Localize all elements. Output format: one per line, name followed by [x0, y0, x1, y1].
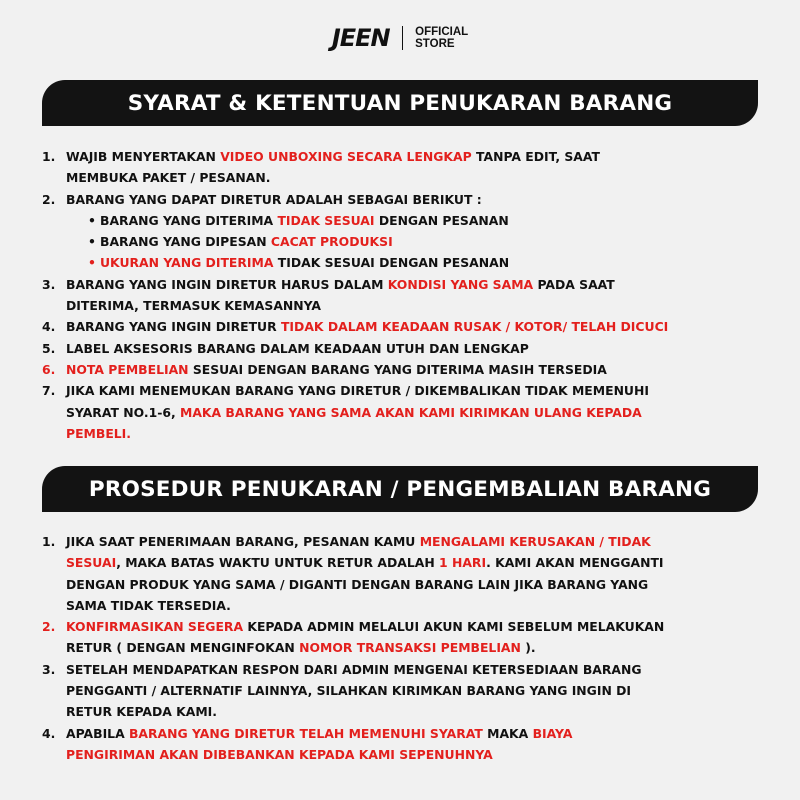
- bullet-icon: •: [88, 255, 96, 271]
- official-store-label: [415, 26, 468, 50]
- item-text: PADA SAAT: [533, 276, 615, 292]
- item-highlight: NOMOR TRANSAKSI PEMBELIAN: [299, 640, 521, 656]
- item-text: BARANG YANG DITERIMA: [100, 212, 278, 228]
- item-highlight: KONFIRMASIKAN SEGERA: [66, 619, 244, 635]
- item-text: SAMA TIDAK TERSEDIA.: [66, 597, 231, 613]
- list-item: [42, 616, 772, 659]
- item-text: BARANG YANG INGIN DIRETUR HARUS DALAM: [66, 276, 388, 292]
- item-highlight: MENGALAMI KERUSAKAN / TIDAK: [419, 534, 651, 549]
- bullet-item: [88, 231, 772, 252]
- item-highlight: MAKA BARANG YANG SAMA AKAN KAMI KIRIMKAN ULANG KEPADA: [179, 404, 642, 420]
- item-number: 3.: [42, 661, 56, 677]
- item-highlight: TIDAK DALAM KEADAAN RUSAK / KOTOR/ TELAH DICUCI: [280, 319, 669, 335]
- store-line-2: STORE: [415, 38, 455, 50]
- item-text: RETUR KEPADA KAMI.: [66, 704, 217, 720]
- header-divider: [402, 26, 404, 50]
- item-text: BARANG YANG DIPESAN: [100, 234, 271, 250]
- item-number: 1.: [42, 534, 56, 549]
- item-text: MEMBUKA PAKET / PESANAN.: [66, 170, 271, 186]
- bullet-list: [66, 210, 772, 274]
- item-text: RETUR ( DENGAN MENGINFOKAN: [66, 640, 300, 656]
- item-text: , MAKA BATAS WAKTU UNTUK RETUR ADALAH: [116, 555, 440, 571]
- item-highlight: BARANG YANG DIRETUR TELAH MEMENUHI SYARAT: [128, 725, 483, 741]
- item-number: 4.: [42, 725, 56, 741]
- item-highlight: TIDAK SESUAI: [277, 212, 375, 228]
- item-number: 7.: [42, 383, 56, 399]
- list-item: [42, 316, 772, 337]
- item-text: BARANG YANG DAPAT DIRETUR ADALAH SEBAGAI BERIKUT :: [66, 191, 482, 207]
- item-text: TIDAK SESUAI DENGAN PESANAN: [273, 255, 510, 271]
- bullet-item: [88, 210, 772, 231]
- bullet-icon: •: [88, 212, 96, 228]
- list-item: [42, 359, 772, 380]
- item-text: KEPADA ADMIN MELALUI AKUN KAMI SEBELUM MELAKUKAN: [243, 619, 665, 635]
- item-text: APABILA: [66, 725, 129, 741]
- list-item: [42, 531, 772, 616]
- brand-header: [0, 24, 800, 52]
- item-highlight: VIDEO UNBOXING SECARA LENGKAP: [220, 149, 472, 164]
- item-number: 1.: [42, 149, 56, 164]
- item-number: 3.: [42, 276, 56, 292]
- list-item: [42, 274, 772, 317]
- item-text: . KAMI AKAN MENGGANTI: [486, 555, 664, 571]
- item-number: 5.: [42, 340, 56, 356]
- item-number: 4.: [42, 319, 56, 335]
- item-text: ).: [520, 640, 536, 656]
- item-highlight: NOTA PEMBELIAN: [66, 361, 189, 377]
- store-line-1: OFFICIAL: [415, 26, 469, 38]
- list-item: [42, 146, 772, 189]
- item-text: DENGAN PESANAN: [374, 212, 509, 228]
- item-highlight: SESUAI: [66, 555, 117, 571]
- item-text: MAKA: [482, 725, 533, 741]
- item-number: 2.: [42, 191, 56, 207]
- item-highlight: PEMBELI.: [66, 425, 131, 441]
- item-text: DENGAN PRODUK YANG SAMA / DIGANTI DENGAN BARANG LAIN JIKA BARANG YANG: [66, 576, 649, 592]
- item-number: 2.: [42, 619, 56, 635]
- terms-list: [42, 146, 772, 444]
- section1-title-banner: SYARAT & KETENTUAN PENUKARAN BARANG: [42, 80, 758, 126]
- item-highlight: PENGIRIMAN AKAN DIBEBANKAN KEPADA KAMI SEPENUHNYA: [66, 746, 493, 762]
- item-number: 6.: [42, 361, 56, 377]
- item-text: BARANG YANG INGIN DIRETUR: [66, 319, 281, 335]
- brand-logo: JEEN: [331, 24, 390, 52]
- item-text: SYARAT NO.1-6,: [66, 404, 180, 420]
- section2-title-banner: PROSEDUR PENUKARAN / PENGEMBALIAN BARANG: [42, 466, 758, 512]
- item-text: JIKA KAMI MENEMUKAN BARANG YANG DIRETUR / DIKEMBALIKAN TIDAK MEMENUHI: [66, 383, 649, 399]
- item-highlight: KONDISI YANG SAMA: [387, 276, 534, 292]
- list-item: [42, 723, 772, 766]
- item-highlight: BIAYA: [532, 725, 573, 741]
- list-item: [42, 338, 772, 359]
- item-text: PENGGANTI / ALTERNATIF LAINNYA, SILAHKAN KIRIMKAN BARANG YANG INGIN DI: [66, 683, 632, 699]
- procedure-list: [42, 531, 772, 765]
- bullet-item: [88, 252, 772, 273]
- list-item: [42, 659, 772, 723]
- item-text: SETELAH MENDAPATKAN RESPON DARI ADMIN MENGENAI KETERSEDIAAN BARANG: [66, 661, 642, 677]
- item-highlight: UKURAN YANG DITERIMA: [100, 255, 274, 271]
- item-text: WAJIB MENYERTAKAN: [66, 149, 221, 164]
- item-text: DITERIMA, TERMASUK KEMASANNYA: [66, 298, 322, 314]
- item-highlight: CACAT PRODUKSI: [270, 234, 393, 250]
- item-text: SESUAI DENGAN BARANG YANG DITERIMA MASIH TERSEDIA: [188, 361, 607, 377]
- item-text: LABEL AKSESORIS BARANG DALAM KEADAAN UTUH DAN LENGKAP: [66, 340, 529, 356]
- item-highlight: 1 HARI: [439, 555, 487, 571]
- item-text: JIKA SAAT PENERIMAAN BARANG, PESANAN KAMU: [66, 534, 420, 549]
- list-item: [42, 380, 772, 444]
- bullet-icon: •: [88, 234, 96, 250]
- item-text: TANPA EDIT, SAAT: [471, 149, 600, 164]
- list-item: [42, 189, 772, 274]
